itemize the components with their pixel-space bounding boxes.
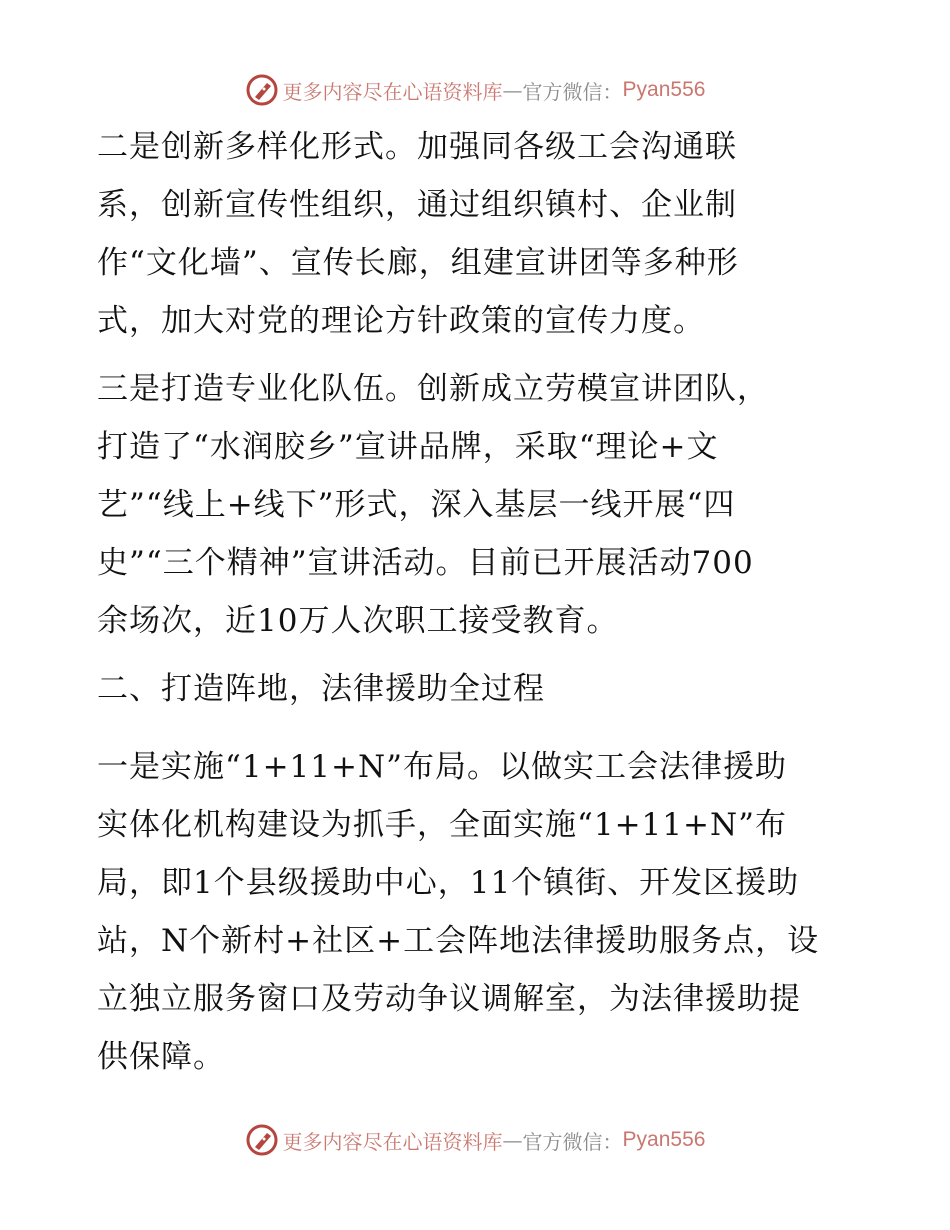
paragraph-1-11-n-layout bbox=[97, 738, 857, 1086]
footer-wechat-label: 官方微信： bbox=[522, 1129, 623, 1154]
text-line: 余场次，近10万人次职工接受教育。 bbox=[97, 603, 619, 639]
text-line: 供保障。 bbox=[97, 1039, 225, 1075]
text-line: 三是打造专业化队伍。创新成立劳模宣讲团队， bbox=[97, 371, 769, 407]
header-wechat-label: 官方微信： bbox=[522, 79, 623, 104]
text-line: 打造了“水润胶乡”宣讲品牌，采取“理论+文 bbox=[97, 429, 719, 465]
header-wechat-id: Pyan556 bbox=[622, 78, 706, 101]
text-line: 艺”“线上+线下”形式，深入基层一线开展“四 bbox=[97, 487, 736, 523]
text-line: 史”“三个精神”宣讲活动。目前已开展活动700 bbox=[97, 545, 754, 581]
text-line: 系，创新宣传性组织，通过组织镇村、企业制 bbox=[97, 187, 737, 223]
paragraph-diversified-forms bbox=[97, 118, 857, 350]
text-line: 一是实施“1+11+N”布局。以做实工会法律援助 bbox=[97, 749, 787, 785]
footer-watermark-banner bbox=[0, 1120, 950, 1160]
text-line: 实体化机构建设为抓手，全面实施“1+11+N”布 bbox=[97, 807, 787, 843]
header-dash: — bbox=[502, 78, 523, 102]
text-line: 局，即1个县级援助中心，11个镇街、开发区援助 bbox=[97, 865, 800, 901]
footer-site-name: 更多内容尽在心语资料库 bbox=[282, 1129, 503, 1154]
text-line: 式，加大对党的理论方针政策的宣传力度。 bbox=[97, 303, 705, 339]
header-site-name: 更多内容尽在心语资料库 bbox=[282, 79, 503, 104]
footer-dash: — bbox=[502, 1128, 523, 1152]
header-watermark-banner bbox=[0, 70, 950, 110]
pen-nib-logo-icon bbox=[245, 73, 279, 107]
text-line: 立独立服务窗口及劳动争议调解室，为法律援助提 bbox=[97, 981, 801, 1017]
text-line: 二是创新多样化形式。加强同各级工会沟通联 bbox=[97, 129, 737, 165]
footer-wechat-id: Pyan556 bbox=[622, 1128, 706, 1151]
paragraph-professional-team bbox=[97, 360, 857, 650]
section-heading-legal-aid bbox=[97, 660, 857, 718]
text-line: 站，N个新村+社区+工会阵地法律援助服务点，设 bbox=[97, 923, 820, 959]
document-body bbox=[97, 118, 857, 1086]
section-heading: 二、打造阵地，法律援助全过程 bbox=[97, 671, 545, 707]
pen-nib-logo-icon bbox=[245, 1123, 279, 1157]
text-line: 作“文化墙”、宣传长廊，组建宣讲团等多种形 bbox=[97, 245, 739, 281]
